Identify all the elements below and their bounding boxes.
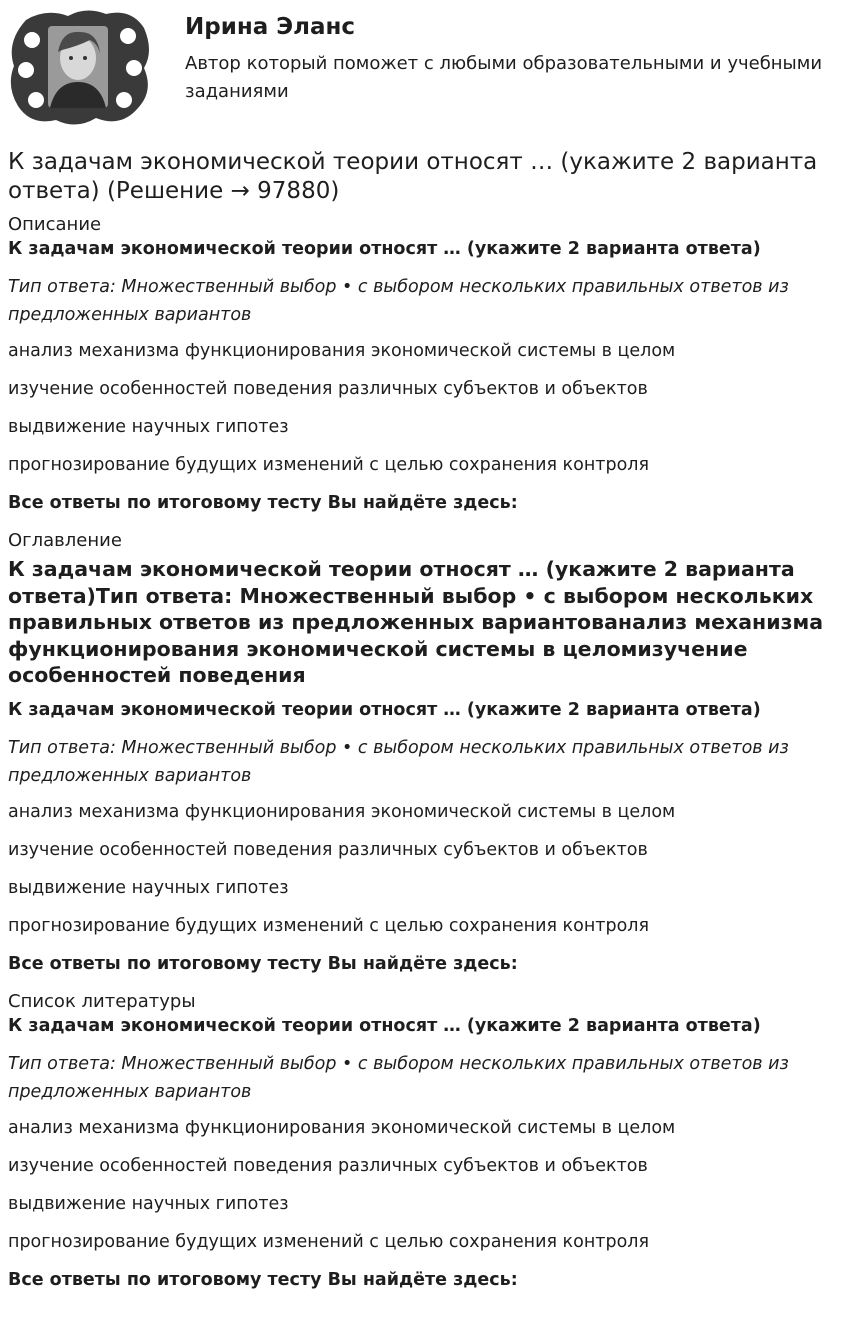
page-title: К задачам экономической теории относят … (укажите 2 варианта ответа) (Решение → 97880) (8, 149, 818, 204)
all-answers-link-text: Все ответы по итоговому тесту Вы найдёте здесь: (8, 493, 518, 513)
author-card (0, 0, 847, 140)
answer-option: анализ механизма функционирования экономической системы в целом (8, 1117, 676, 1138)
author-description: Автор который поможет с любыми образовательными и учебными заданиями (185, 53, 823, 102)
answer-option: изучение особенностей поведения различных субъектов и объектов (8, 379, 648, 399)
answer-option: изучение особенностей поведения различных субъектов и объектов (8, 839, 648, 860)
author-avatar (6, 6, 152, 128)
section-label-bibliography: Список литературы (8, 990, 196, 1012)
all-answers-link-text: Все ответы по итоговому тесту Вы найдёте здесь: (8, 953, 518, 974)
answer-option: прогнозирование будущих изменений с целью сохранения контроля (8, 455, 649, 475)
answer-option: прогнозирование будущих изменений с целью сохранения контроля (8, 915, 649, 936)
answer-type-text: Тип ответа: Множественный выбор • с выбором нескольких правильных ответов из предложенных вариантов (8, 1053, 789, 1102)
answer-option: выдвижение научных гипотез (8, 877, 289, 898)
question-text: К задачам экономической теории относят … (укажите 2 варианта ответа) (8, 1015, 761, 1036)
answer-option: изучение особенностей поведения различных субъектов и объектов (8, 1155, 648, 1176)
section-label-description: Описание (8, 214, 102, 235)
answer-type-text: Тип ответа: Множественный выбор • с выбором нескольких правильных ответов из предложенных вариантов (8, 737, 789, 786)
bibliography-section (8, 990, 840, 1292)
author-name: Ирина Эланс (185, 14, 356, 40)
answer-option: анализ механизма функционирования экономической системы в целом (8, 801, 676, 822)
answer-type-text: Тип ответа: Множественный выбор • с выбором нескольких правильных ответов из предложенных вариантов (8, 277, 789, 325)
film-reel-avatar-icon (6, 6, 152, 128)
all-answers-link-text: Все ответы по итоговому тесту Вы найдёте здесь: (8, 1269, 518, 1290)
toc-section (8, 529, 840, 976)
answer-option: выдвижение научных гипотез (8, 1193, 289, 1214)
answer-option: выдвижение научных гипотез (8, 417, 289, 437)
answer-option: анализ механизма функционирования экономической системы в целом (8, 341, 676, 361)
question-text: К задачам экономической теории относят … (укажите 2 варианта ответа) (8, 699, 761, 720)
main-content (8, 148, 840, 1306)
section-label-toc: Оглавление (8, 530, 122, 551)
toc-heading: К задачам экономической теории относят … (укажите 2 варианта ответа)Тип ответа: Множественный выбор • с выбором нескольких правильных ответов из предложенных вариантованализ механизма функционирования экономической системы в целомизучение особенностей поведения (8, 557, 824, 687)
question-text: К задачам экономической теории относят … (укажите 2 варианта ответа) (8, 239, 761, 259)
description-section (8, 213, 840, 515)
answer-option: прогнозирование будущих изменений с целью сохранения контроля (8, 1231, 649, 1252)
